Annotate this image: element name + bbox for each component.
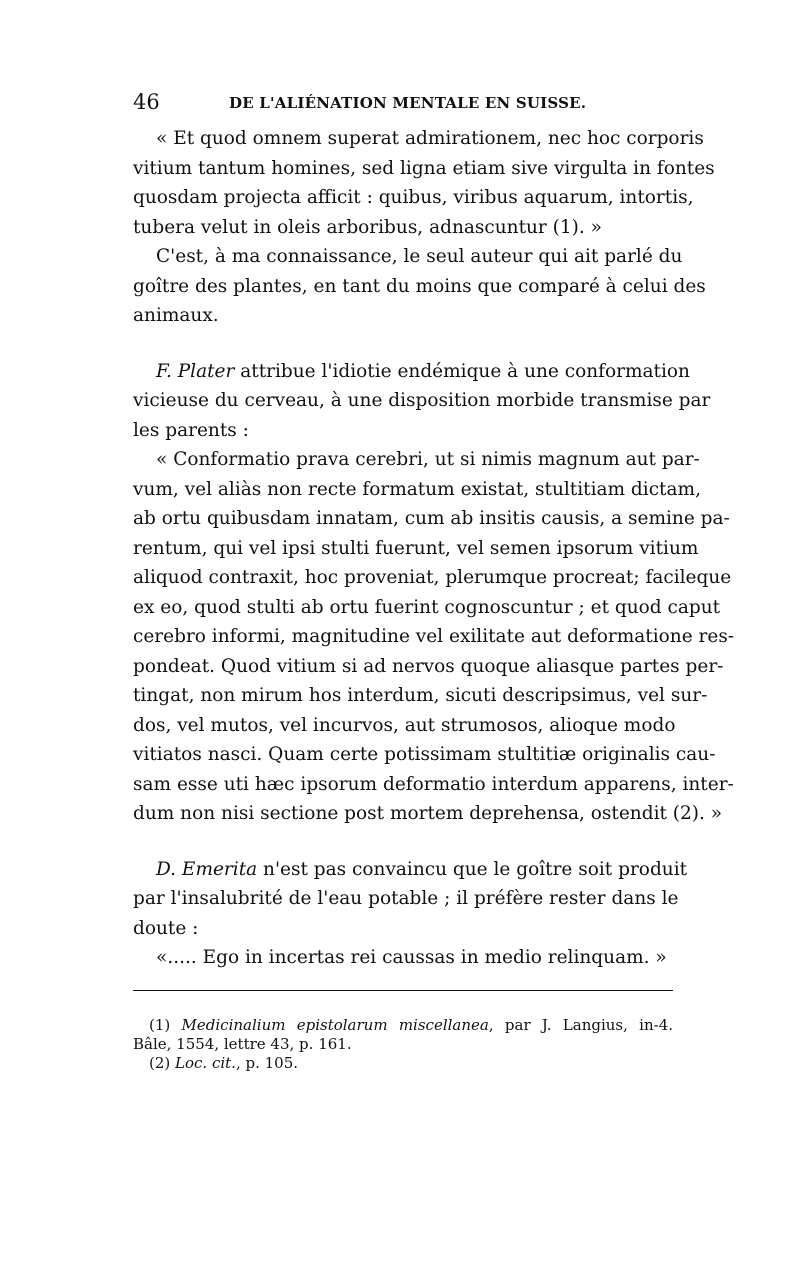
plater-paragraph (133, 357, 711, 446)
text-line: D. Emerita n'est pas convaincu que le goître soit produit (156, 858, 688, 880)
text-line: dum non nisi sectione post mortem deprehensa, ostendit (2). » (133, 803, 723, 824)
text-line: vum, vel aliàs non recte formatum existat, stultitiam dictam, (133, 478, 701, 500)
text-line: aliquod contraxit, hoc proveniat, plerumque procreat; facileque (133, 567, 732, 588)
text-line: vitiatos nasci. Quam certe potissimam stultitiæ originalis cau- (133, 744, 716, 765)
text-line: doute : (133, 917, 199, 939)
footnote-1: (1) Medicinalium epistolarum miscellanea, par J. Langius, in-4. (149, 1016, 674, 1034)
footnote-rule (133, 990, 673, 991)
text-line: les parents : (133, 419, 249, 441)
text-line: rentum, qui vel ipsi stulti fuerunt, vel semen ipsorum vitium (133, 537, 699, 559)
quote-paragraph-3 (133, 943, 673, 973)
quote-paragraph-2 (133, 445, 735, 829)
quote-paragraph-1 (133, 124, 715, 242)
text-line: goître des plantes, en tant du moins que comparé à celui des (133, 275, 706, 297)
text-line: pondeat. Quod vitium si ad nervos quoque aliasque partes per- (133, 655, 724, 677)
running-title: DE L'ALIÉNATION MENTALE EN SUISSE. (229, 94, 587, 112)
text-line: ab ortu quibusdam innatam, cum ab insitis causis, a semine pa- (133, 508, 730, 529)
page-number: 46 (133, 90, 160, 114)
text-line: cerebro informi, magnitudine vel exilitate aut deformatione res- (133, 626, 735, 647)
footnote-1-continuation: Bâle, 1554, lettre 43, p. 161. (133, 1035, 352, 1053)
text-line: C'est, à ma connaissance, le seul auteur qui ait parlé du (156, 246, 683, 267)
body-text (133, 124, 735, 973)
text-line: «..... Ego in incertas rei caussas in medio relinquam. » (156, 947, 667, 968)
text-line: F. Plater attribue l'idiotie endémique à une conformation (156, 360, 690, 382)
text-line: vitium tantum homines, sed ligna etiam sive virgulta in fontes (133, 157, 715, 179)
text-line: tubera velut in oleis arboribus, adnascuntur (1). » (133, 216, 602, 238)
page-header (133, 90, 673, 120)
text-line: dos, vel mutos, vel incurvos, aut strumosos, alioque modo (133, 714, 676, 736)
text-line: par l'insalubrité de l'eau potable ; il préfère rester dans le (133, 888, 679, 909)
text-line: vicieuse du cerveau, à une disposition morbide transmise par (133, 390, 711, 411)
footnote-2: (2) Loc. cit., p. 105. (149, 1054, 299, 1072)
text-line: « Conformatio prava cerebri, ut si nimis magnum aut par- (156, 449, 700, 470)
author-name: F. Plater (156, 360, 235, 382)
text-line: sam esse uti hæc ipsorum deformatio interdum apparens, inter- (133, 773, 734, 795)
text-line: « Et quod omnem superat admirationem, nec hoc corporis (156, 128, 704, 149)
author-name: D. Emerita (156, 858, 258, 880)
paragraph-gap (133, 331, 673, 357)
text-line: animaux. (133, 305, 219, 326)
emerita-paragraph (133, 855, 688, 944)
footnotes (133, 1016, 673, 1073)
text-line: tingat, non mirum hos interdum, sicuti descripsimus, vel sur- (133, 685, 708, 706)
paragraph-2 (133, 242, 706, 331)
text-line: ex eo, quod stulti ab ortu fuerint cognoscuntur ; et quod caput (133, 596, 721, 618)
text-line: quosdam projecta afficit : quibus, viribus aquarum, intortis, (133, 187, 694, 208)
paragraph-gap (133, 829, 673, 855)
